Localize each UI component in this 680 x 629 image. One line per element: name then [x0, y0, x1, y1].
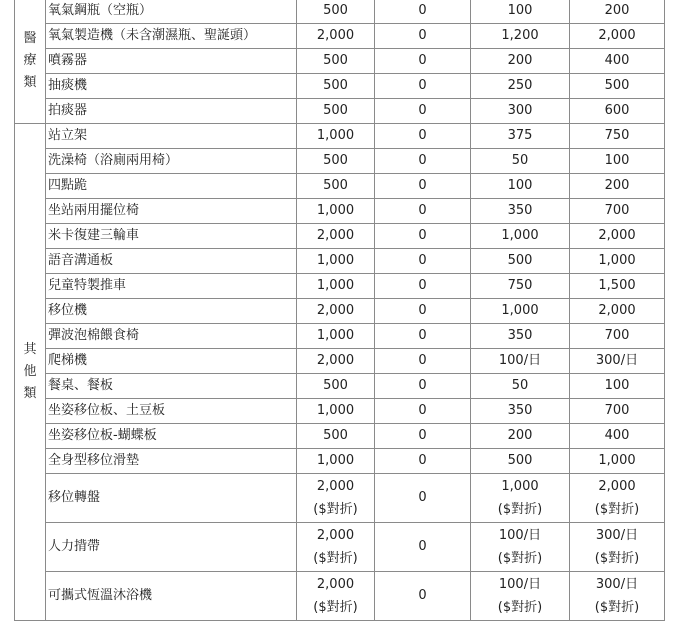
category-char: 類	[23, 75, 37, 90]
value-line: 100/日	[498, 528, 542, 543]
item-name: 爬梯機	[46, 349, 297, 374]
category-char: 他	[23, 364, 37, 379]
value-cell: 0	[375, 274, 471, 299]
value-cell: 100	[471, 174, 570, 199]
table-row	[15, 299, 665, 324]
value-cell	[471, 523, 570, 572]
item-name: 移位轉盤	[46, 474, 297, 523]
value-cell: 0	[375, 0, 471, 24]
value-note: ($對折)	[313, 551, 358, 566]
table-row	[15, 24, 665, 49]
value-cell: 1,000	[297, 449, 375, 474]
item-name: 語音溝通板	[46, 249, 297, 274]
value-cell: 1,000	[570, 249, 665, 274]
value-cell: 200	[471, 424, 570, 449]
rental-fee-table	[14, 0, 665, 621]
value-cell: 300/日	[570, 349, 665, 374]
value-line: 2,000	[316, 577, 355, 592]
table-row	[15, 174, 665, 199]
value-cell: 0	[375, 399, 471, 424]
value-cell: 375	[471, 124, 570, 149]
value-cell: 0	[375, 572, 471, 621]
value-cell: 0	[375, 174, 471, 199]
table-row	[15, 224, 665, 249]
value-line: 300/日	[595, 577, 639, 592]
table-row	[15, 49, 665, 74]
value-line: 300/日	[595, 528, 639, 543]
value-cell: 1,000	[297, 199, 375, 224]
category-char: 醫	[23, 31, 37, 46]
table-row	[15, 149, 665, 174]
value-cell: 200	[471, 49, 570, 74]
value-cell: 400	[570, 424, 665, 449]
value-cell: 500	[297, 74, 375, 99]
value-cell	[297, 523, 375, 572]
value-cell: 0	[375, 99, 471, 124]
value-cell: 250	[471, 74, 570, 99]
item-name: 人力揹帶	[46, 523, 297, 572]
value-cell: 750	[570, 124, 665, 149]
item-name: 氧氣鋼瓶（空瓶）	[46, 0, 297, 24]
value-cell: 1,000	[471, 299, 570, 324]
value-cell: 500	[297, 174, 375, 199]
item-name: 全身型移位滑墊	[46, 449, 297, 474]
table-row	[15, 449, 665, 474]
category-char: 類	[23, 386, 37, 401]
value-cell: 500	[297, 49, 375, 74]
value-cell: 1,000	[471, 224, 570, 249]
value-line: 100/日	[498, 577, 542, 592]
value-cell: 50	[471, 374, 570, 399]
value-cell: 2,000	[570, 24, 665, 49]
value-cell: 400	[570, 49, 665, 74]
value-cell: 600	[570, 99, 665, 124]
value-note: ($對折)	[594, 502, 640, 517]
value-cell: 1,000	[297, 399, 375, 424]
value-cell: 1,200	[471, 24, 570, 49]
table-row	[15, 572, 665, 621]
value-cell: 0	[375, 523, 471, 572]
value-cell: 0	[375, 124, 471, 149]
value-line: 2,000	[316, 528, 355, 543]
value-cell: 50	[471, 149, 570, 174]
value-note: ($對折)	[497, 600, 543, 615]
item-name: 兒童特製推車	[46, 274, 297, 299]
value-cell: 500	[297, 374, 375, 399]
value-cell: 500	[297, 424, 375, 449]
value-cell: 0	[375, 74, 471, 99]
table-row	[15, 74, 665, 99]
value-cell: 350	[471, 399, 570, 424]
value-cell: 1,500	[570, 274, 665, 299]
value-cell: 2,000	[570, 224, 665, 249]
item-name: 可攜式恆溫沐浴機	[46, 572, 297, 621]
value-cell	[570, 572, 665, 621]
value-cell: 1,000	[297, 124, 375, 149]
value-note: ($對折)	[497, 502, 543, 517]
value-cell: 500	[297, 149, 375, 174]
value-cell	[471, 474, 570, 523]
item-name: 米卡復建三輪車	[46, 224, 297, 249]
value-note: ($對折)	[313, 502, 358, 517]
value-cell: 200	[570, 0, 665, 24]
value-cell: 200	[570, 174, 665, 199]
table-row	[15, 424, 665, 449]
table-row	[15, 374, 665, 399]
value-cell: 0	[375, 149, 471, 174]
value-cell: 0	[375, 449, 471, 474]
table-row	[15, 249, 665, 274]
item-name: 坐姿移位板、土豆板	[46, 399, 297, 424]
table-row	[15, 474, 665, 523]
value-cell: 0	[375, 224, 471, 249]
value-cell: 100	[570, 149, 665, 174]
value-cell: 2,000	[570, 299, 665, 324]
category-char: 其	[23, 342, 37, 357]
value-cell: 100/日	[471, 349, 570, 374]
value-cell: 2,000	[297, 224, 375, 249]
value-cell: 500	[471, 449, 570, 474]
value-cell: 2,000	[297, 299, 375, 324]
table-row	[15, 324, 665, 349]
value-cell	[297, 474, 375, 523]
value-cell: 0	[375, 424, 471, 449]
category-cell-other	[15, 124, 46, 621]
value-cell	[570, 474, 665, 523]
value-cell: 100	[570, 374, 665, 399]
item-name: 移位機	[46, 299, 297, 324]
value-cell: 500	[570, 74, 665, 99]
value-cell: 350	[471, 324, 570, 349]
table-row	[15, 199, 665, 224]
table-row	[15, 99, 665, 124]
value-note: ($對折)	[313, 600, 358, 615]
value-cell: 500	[297, 99, 375, 124]
value-line: 2,000	[316, 479, 355, 494]
item-name: 拍痰器	[46, 99, 297, 124]
item-name: 四點跪	[46, 174, 297, 199]
value-cell: 1,000	[297, 324, 375, 349]
item-name: 餐桌、餐板	[46, 374, 297, 399]
value-cell: 0	[375, 299, 471, 324]
value-cell: 1,000	[297, 274, 375, 299]
item-name: 抽痰機	[46, 74, 297, 99]
item-name: 噴霧器	[46, 49, 297, 74]
table-row	[15, 399, 665, 424]
value-note: ($對折)	[497, 551, 543, 566]
value-cell: 0	[375, 24, 471, 49]
table-row	[15, 274, 665, 299]
item-name: 坐站兩用擺位椅	[46, 199, 297, 224]
category-char: 療	[23, 53, 37, 68]
value-cell	[297, 572, 375, 621]
value-cell: 2,000	[297, 349, 375, 374]
table-row	[15, 523, 665, 572]
value-note: ($對折)	[594, 551, 640, 566]
value-cell: 700	[570, 399, 665, 424]
table-row	[15, 349, 665, 374]
value-cell: 0	[375, 374, 471, 399]
value-cell: 700	[570, 324, 665, 349]
value-line: 2,000	[598, 479, 636, 494]
table-row	[15, 124, 665, 149]
value-cell: 300	[471, 99, 570, 124]
category-cell-medical	[15, 0, 46, 124]
value-cell: 2,000	[297, 24, 375, 49]
value-cell: 500	[471, 249, 570, 274]
item-name: 洗澡椅（浴廁兩用椅）	[46, 149, 297, 174]
value-cell: 0	[375, 49, 471, 74]
item-name: 氧氣製造機（未含潮濕瓶、聖誕頭）	[46, 24, 297, 49]
value-cell: 700	[570, 199, 665, 224]
value-cell: 0	[375, 249, 471, 274]
value-cell: 100	[471, 0, 570, 24]
item-name: 站立架	[46, 124, 297, 149]
item-name: 坐姿移位板-蝴蝶板	[46, 424, 297, 449]
value-cell: 0	[375, 324, 471, 349]
item-name: 彈波泡棉餵食椅	[46, 324, 297, 349]
value-line: 1,000	[501, 479, 539, 494]
value-cell: 350	[471, 199, 570, 224]
value-cell: 0	[375, 349, 471, 374]
value-cell	[471, 572, 570, 621]
value-cell: 750	[471, 274, 570, 299]
value-cell: 1,000	[570, 449, 665, 474]
value-cell: 500	[297, 0, 375, 24]
value-cell: 0	[375, 474, 471, 523]
value-cell	[570, 523, 665, 572]
value-cell: 1,000	[297, 249, 375, 274]
table-row	[15, 0, 665, 24]
value-cell: 0	[375, 199, 471, 224]
value-note: ($對折)	[594, 600, 640, 615]
